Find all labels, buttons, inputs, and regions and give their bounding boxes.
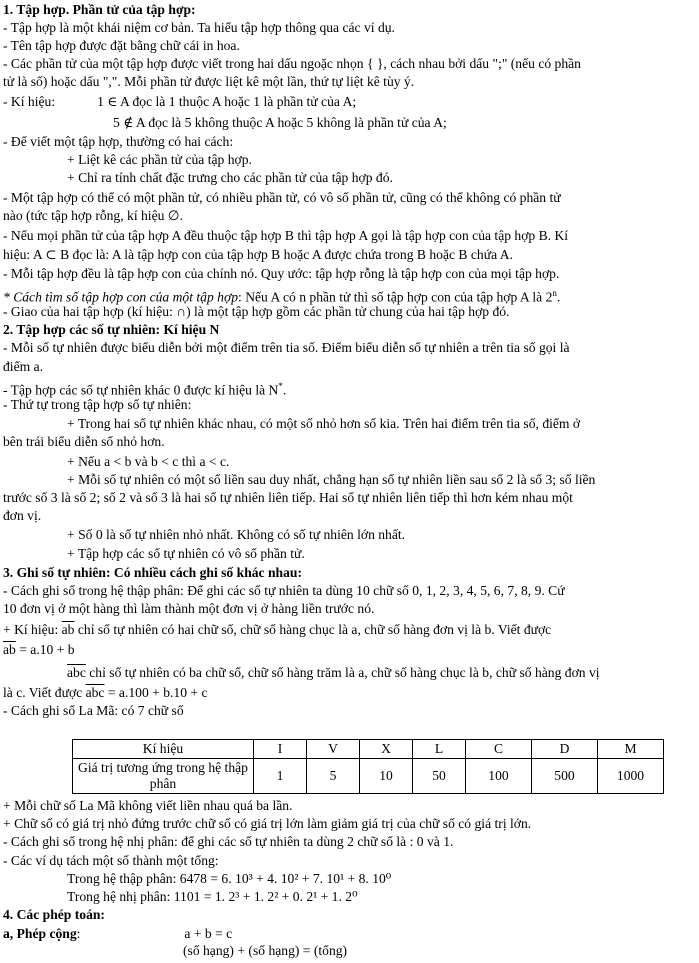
- table-cell: 5: [307, 759, 360, 794]
- table-cell: X: [360, 740, 413, 759]
- section-1-title: 1. Tập hợp. Phần tử của tập hợp:: [3, 2, 196, 17]
- text-line: điểm a.: [3, 359, 44, 374]
- table-cell: 10: [360, 759, 413, 794]
- text-line: - Để viết một tập hợp, thường có hai cách:: [3, 134, 234, 149]
- table-cell: D: [532, 740, 598, 759]
- text-line: - Mỗi tập hợp đều là tập hợp con của chính nó. Quy ước: tập hợp rỗng là tập hợp con của mọi tập hợp.: [3, 266, 560, 281]
- section-2-title: 2. Tập hợp các số tự nhiên: Kí hiệu N: [3, 322, 220, 337]
- table-cell: V: [307, 740, 360, 759]
- overline-ab: $\overline{ab}$: [3, 642, 16, 657]
- text-line: nào (tức tập hợp rỗng, kí hiệu ∅.: [3, 208, 184, 223]
- overline-ab: $\overline{ab}$: [61, 622, 75, 637]
- text-line: tử là số) hoặc dấu ",". Mỗi phần tử được liệt kê một lần, thứ tự liệt kê tùy ý.: [3, 74, 415, 89]
- table-header-cell: Kí hiệu: [73, 740, 254, 759]
- text-line: [3, 93, 356, 111]
- text-line: * Cách tìm số tập hợp con của một tập hợp: Nếu A có n phần tử thì số tập hợp con của tập hợp A là 2$^n$.: [3, 288, 561, 305]
- text-line: - Thứ tự trong tập hợp số tự nhiên:: [3, 397, 192, 412]
- text-line: - Cách ghi số trong hệ thập phân: Để ghi các số tự nhiên ta dùng 10 chữ số 0, 1, 2, 3, 4, 5, 6, 7, 8, 9. Cứ: [3, 583, 565, 598]
- italic-note: * Cách tìm số tập hợp con của một tập hợp: [3, 289, 239, 305]
- overline-abc: $\overline{abc}$: [85, 685, 105, 700]
- text-line: - Một tập hợp có thể có một phần tử, có nhiều phần tử, có vô số phần tử, cũng có thể không có phần tử: [3, 190, 561, 205]
- text-line: 5 ∉ A đọc là 5 không thuộc A hoặc 5 không là phần tử của A;: [113, 115, 447, 130]
- table-cell: L: [413, 740, 466, 759]
- text-line: + Kí hiệu: $\overline{ab}$ chỉ số tự nhiên có hai chữ số, chữ số hàng chục là a, chữ số hàng đơn vị là b. Viết được: [3, 622, 552, 637]
- text-line: - Tập hợp là một khái niệm cơ bản. Ta hiểu tập hợp thông qua các ví dụ.: [3, 20, 395, 35]
- text-line: + Mỗi chữ số La Mã không viết liền nhau quá ba lần.: [3, 798, 293, 813]
- table-header-cell: Giá trị tương ứng trong hệ thập phân: [73, 759, 254, 794]
- table-cell: I: [254, 740, 307, 759]
- text-line: trước số 3 là số 2; số 2 và số 3 là hai số tự nhiên liên tiếp. Hai số tự nhiên liên tiếp thì hơn kém nhau một: [3, 490, 573, 505]
- table-cell: M: [598, 740, 664, 759]
- addition-label: a, Phép cộng: [3, 926, 77, 941]
- section-4-title: 4. Các phép toán:: [3, 907, 105, 922]
- text-line: - Các ví dụ tách một số thành một tổng:: [3, 853, 219, 868]
- table-cell: 500: [532, 759, 598, 794]
- text-line: + Liệt kê các phần tử của tập hợp.: [67, 152, 252, 167]
- text-line: + Số 0 là số tự nhiên nhỏ nhất. Không có số tự nhiên lớn nhất.: [67, 527, 406, 542]
- text-line: - Giao của hai tập hợp (kí hiệu: ∩) là một tập hợp gồm các phần tử chung của hai tập hợp đó.: [3, 304, 510, 319]
- text-line: + Chỉ ra tính chất đặc trưng cho các phần tử của tập hợp đó.: [67, 170, 393, 185]
- text-line: Trong hệ thập phân: 6478 = 6. 10³ + 4. 10² + 7. 10¹ + 8. 10⁰: [67, 871, 392, 886]
- text-line: - Các phần tử của một tập hợp được viết trong hai dấu ngoặc nhọn { }, cách nhau bởi dấu ";" (nếu có phần: [3, 56, 581, 71]
- addition-formula: a + b = c: [184, 926, 233, 941]
- text-line: - Nếu mọi phần tử của tập hợp A đều thuộc tập hợp B thì tập hợp A gọi là tập hợp con của tập hợp B. Kí: [3, 228, 569, 243]
- text-line: + Nếu a < b và b < c thì a < c.: [67, 454, 230, 469]
- text-line: - Tập hợp các số tự nhiên khác 0 được kí hiệu là N*.: [3, 381, 287, 398]
- text-line: Trong hệ nhị phân: 1101 = 1. 2³ + 1. 2² + 0. 2¹ + 1. 2⁰: [67, 889, 358, 904]
- text-line: + Chữ số có giá trị nhỏ đứng trước chữ số có giá trị lớn làm giảm giá trị của chữ số có giá trị lớn.: [3, 816, 532, 831]
- text-line: 10 đơn vị ở một hàng thì làm thành một đơn vị ở hàng liền trước nó.: [3, 601, 375, 616]
- text-line: - Cách ghi số La Mã: có 7 chữ số: [3, 703, 184, 718]
- text-line: bên trái biểu diễn số nhỏ hơn.: [3, 434, 165, 449]
- table-cell: 1: [254, 759, 307, 794]
- section-3-title: 3. Ghi số tự nhiên: Có nhiều cách ghi số khác nhau:: [3, 565, 302, 580]
- text-line: (số hạng) + (số hạng) = (tổng): [183, 943, 348, 958]
- table-cell: C: [466, 740, 532, 759]
- text-line: $\overline{ab} = a.10 + b$: [3, 642, 75, 657]
- text-line: + Trong hai số tự nhiên khác nhau, có một số nhỏ hơn số kia. Trên hai điểm trên tia số, điểm ở: [67, 416, 581, 431]
- table-cell: 50: [413, 759, 466, 794]
- text-line: - Cách ghi số trong hệ nhị phân: để ghi các số tự nhiên ta dùng 2 chữ số là : 0 và 1.: [3, 834, 454, 849]
- text-line: + Tập hợp các số tự nhiên có vô số phần tử.: [67, 546, 305, 561]
- table-row: [73, 759, 664, 794]
- text-line: a, Phép cộng: a + b = c: [3, 926, 233, 941]
- element-of-text: 1 ∈ A đọc là 1 thuộc A hoặc 1 là phần tử của A;: [97, 94, 357, 109]
- text-line: đơn vị.: [3, 508, 42, 523]
- table-cell: 100: [466, 759, 532, 794]
- overline-abc: $\overline{abc}$: [67, 665, 86, 680]
- text-line: là c. Viết được $\overline{abc} = a.100 + b.10 + c$: [3, 685, 208, 700]
- table-row: [73, 740, 664, 759]
- text-line: - Mỗi số tự nhiên được biểu diễn bởi một điểm trên tia số. Điểm biểu diễn số tự nhiên a trên tia số gọi là: [3, 340, 570, 355]
- roman-numeral-table: [72, 739, 664, 794]
- symbol-label: - Kí hiệu:: [3, 94, 56, 109]
- text-line: hiệu: A ⊂ B đọc là: A là tập hợp con của tập hợp B hoặc A được chứa trong B hoặc B chứa A.: [3, 247, 513, 262]
- text-line: + Mỗi số tự nhiên có một số liền sau duy nhất, chẳng hạn số tự nhiên liền sau số 2 là số 3; số liền: [67, 472, 596, 487]
- text-line: $\overline{abc}$ chỉ số tự nhiên có ba chữ số, chữ số hàng trăm là a, chữ số hàng chục là b, chữ số hàng đơn vị: [67, 665, 600, 680]
- table-cell: 1000: [598, 759, 664, 794]
- text-line: - Tên tập hợp được đặt bằng chữ cái in hoa.: [3, 38, 240, 53]
